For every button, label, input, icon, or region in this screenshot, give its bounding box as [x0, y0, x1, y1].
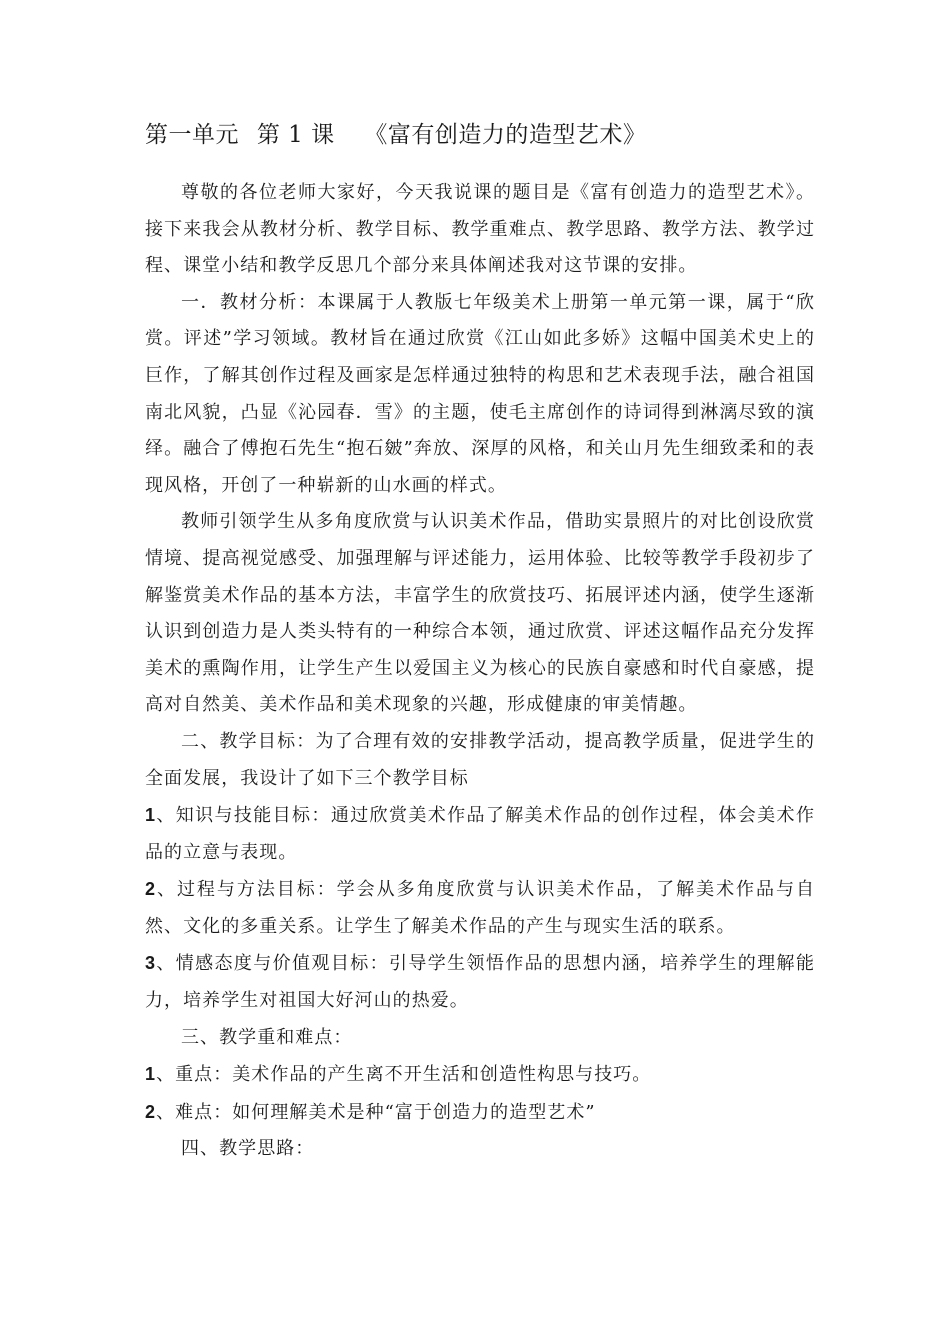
key-point-item: [145, 1056, 815, 1094]
textbook-analysis-paragraph: 一．教材分析：本课属于人教版七年级美术上册第一单元第一课，属于“欣赏。评述”学习领域。教材旨在通过欣赏《江山如此多娇》这幅中国美术史上的巨作，了解其创作过程及画家是怎样通过独特的构思和艺术表现手法，融合祖国南北风貌，凸显《沁园春．雪》的主题，使毛主席创作的诗词得到淋漓尽致的演绎。融合了傅抱石先生“抱石皴”奔放、深厚的风格，和关山月先生细致柔和的表现风格，开创了一种崭新的山水画的样式。: [145, 291, 815, 496]
key-point-number: 1: [145, 1064, 157, 1085]
goal-item-number: 1: [145, 805, 157, 826]
difficult-point-text: 、难点：如何理解美术是种“富于创造力的造型艺术”: [156, 1101, 596, 1123]
goal-item-number: 2: [145, 879, 157, 900]
goal-item-text: 、情感态度与价值观目标：引导学生领悟作品的思想内涵，培养学生的理解能力，培养学生对祖国大好河山的热爱。: [145, 953, 815, 1012]
goal-item: [145, 797, 815, 871]
difficult-point-item: [145, 1094, 815, 1132]
teacher-guidance-paragraph: 教师引领学生从多角度欣赏与认识美术作品，借助实景照片的对比创设欣赏情境、提高视觉感受、加强理解与评述能力，运用体验、比较等教学手段初步了解鉴赏美术作品的基本方法，丰富学生的欣赏技巧、拓展评述内涵，使学生逐渐认识到创造力是人类头特有的一种综合本领，通过欣赏、评述这幅作品充分发挥美术的熏陶作用，让学生产生以爱国主义为核心的民族自豪感和时代自豪感，提高对自然美、美术作品和美术现象的兴趣，形成健康的审美情趣。: [145, 511, 815, 716]
title-lesson: 第 1 课: [256, 122, 335, 148]
difficult-point-number: 2: [145, 1101, 157, 1122]
key-difficult-points-heading: 三、教学重和难点：: [181, 1026, 353, 1048]
goal-item-text: 、知识与技能目标：通过欣赏美术作品了解美术作品的创作过程，体会美术作品的立意与表现。: [145, 805, 815, 863]
goal-item-text: 、过程与方法目标：学会从多角度欣赏与认识美术作品，了解美术作品与自然、文化的多重关系。让学生了解美术作品的产生与现实生活的联系。: [145, 879, 815, 937]
title-lesson-name: 《富有创造力的造型艺术》: [364, 122, 647, 148]
intro-paragraph: 尊敬的各位老师大家好，今天我说课的题目是《富有创造力的造型艺术》。接下来我会从教材分析、教学目标、教学重难点、教学思路、教学方法、教学过程、课堂小结和教学反思几个部分来具体阐述我对这节课的安排。: [145, 182, 815, 277]
goal-item-number: 3: [145, 953, 157, 974]
document-body: [145, 117, 815, 1168]
title-unit: 第一单元: [145, 122, 239, 148]
teaching-approach-heading: 四、教学思路：: [181, 1138, 315, 1160]
goal-item: [145, 871, 815, 945]
key-point-text: 、重点：美术作品的产生离不开生活和创造性构思与技巧。: [156, 1064, 652, 1086]
teaching-goals-heading: 二、教学目标：为了合理有效的安排教学活动，提高教学质量，促进学生的全面发展，我设计了如下三个教学目标: [145, 730, 815, 789]
page-title: [145, 117, 815, 153]
goal-item: [145, 945, 815, 1019]
